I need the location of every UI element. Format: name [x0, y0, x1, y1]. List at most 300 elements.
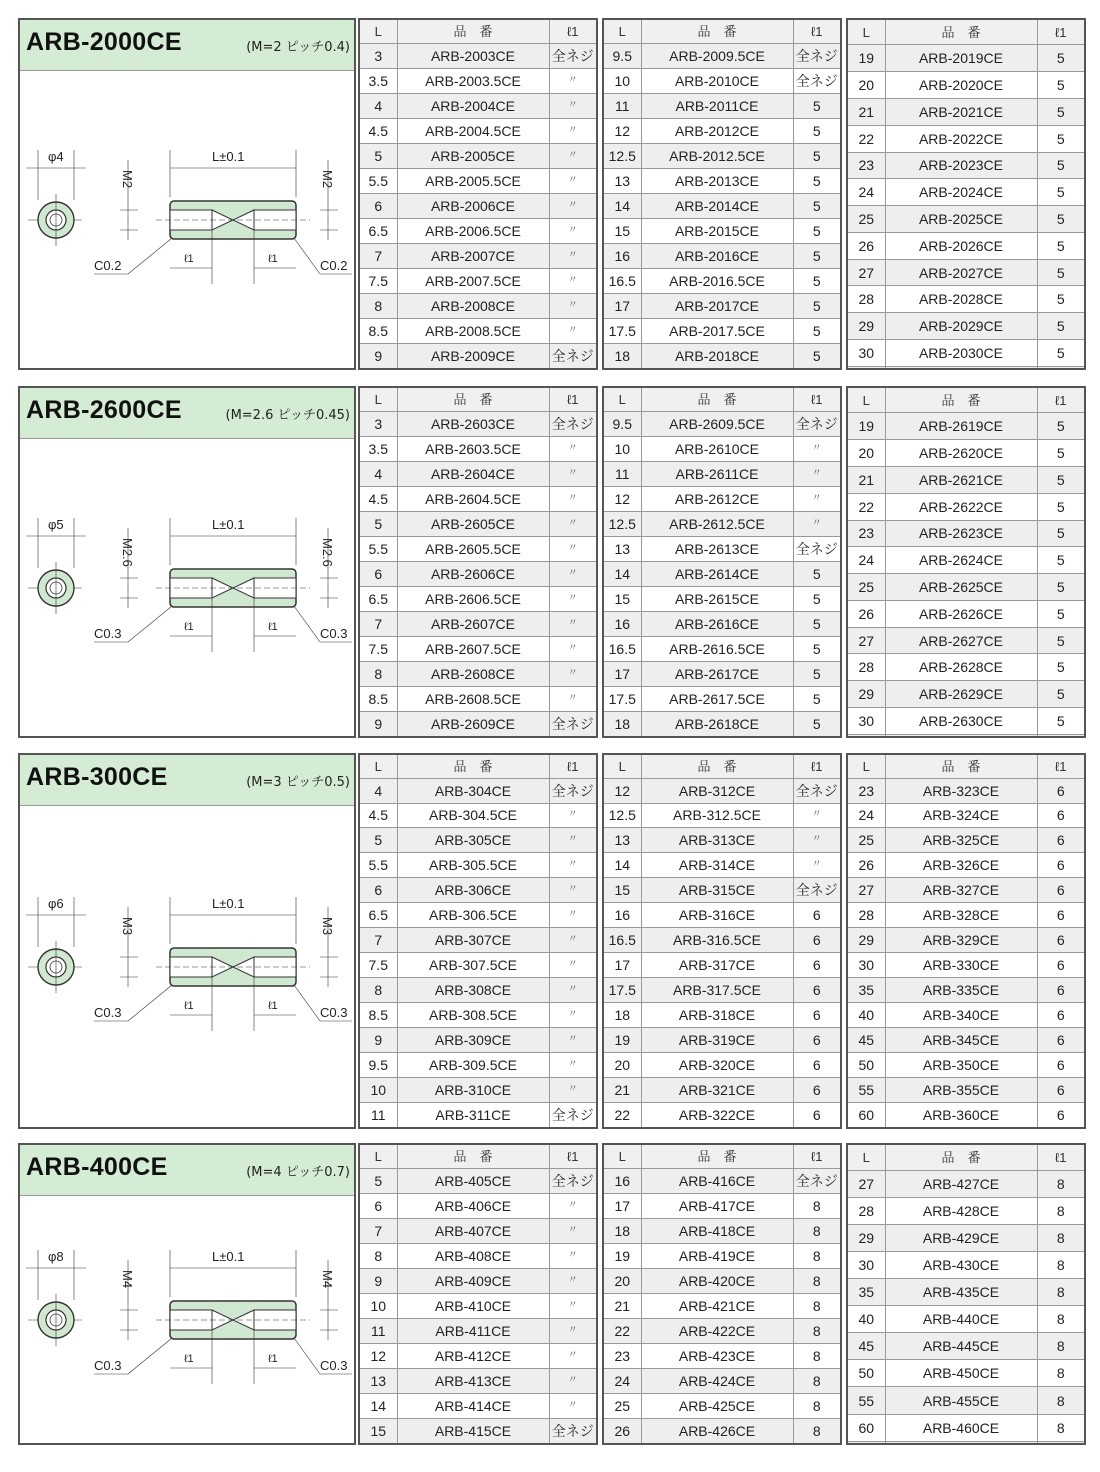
section-header-panel	[18, 18, 356, 370]
table-row	[847, 953, 1085, 978]
part-number-cell: ARB-327CE	[885, 878, 1037, 903]
table-row	[603, 43, 841, 68]
thread-length-cell: 〃	[549, 218, 597, 243]
thread-length-cell: 〃	[549, 93, 597, 118]
part-number-cell: ARB-355CE	[885, 1077, 1037, 1102]
length-cell: 45	[847, 1333, 885, 1360]
table-row	[847, 1251, 1085, 1278]
part-number-cell: ARB-304CE	[397, 778, 549, 803]
length-cell: 9.5	[359, 1052, 397, 1077]
table-row	[359, 118, 597, 143]
thread-length-cell: 8	[793, 1393, 841, 1418]
model-name: ARB-2000CE	[26, 28, 182, 56]
part-number-cell: ARB-2006.5CE	[397, 218, 549, 243]
thread-length-cell: 5	[793, 293, 841, 318]
part-number-cell: ARB-412CE	[397, 1343, 549, 1368]
part-number-cell: ARB-2605CE	[397, 511, 549, 536]
table-header-row	[603, 754, 841, 778]
length-cell: 24	[847, 803, 885, 828]
table-row	[603, 461, 841, 486]
length-cell: 35	[847, 977, 885, 1002]
table-row	[847, 72, 1085, 99]
table-row	[603, 193, 841, 218]
part-number-cell: ARB-429CE	[885, 1224, 1037, 1251]
length-cell: 26	[847, 600, 885, 627]
thread-length-cell: 6	[793, 928, 841, 953]
thread-length-cell: 8	[793, 1343, 841, 1368]
table-row	[847, 1027, 1085, 1052]
thread-length-cell: 5	[1037, 125, 1085, 152]
part-number-cell: ARB-321CE	[641, 1077, 793, 1102]
thread-length-cell: 5	[1037, 681, 1085, 708]
length-cell: 14	[603, 853, 641, 878]
part-number-cell: ARB-2005.5CE	[397, 168, 549, 193]
part-number-cell: ARB-2015CE	[641, 218, 793, 243]
length-cell: 19	[603, 1243, 641, 1268]
table-row	[603, 486, 841, 511]
thread-length-cell: 全ネジ	[793, 1168, 841, 1193]
length-cell: 13	[603, 168, 641, 193]
thread-length-cell: 8	[793, 1293, 841, 1318]
length-cell: 5	[359, 511, 397, 536]
table-row	[847, 574, 1085, 601]
length-cell: 15	[603, 878, 641, 903]
part-number-cell: ARB-2027CE	[885, 259, 1037, 286]
thread-label-left: M3	[120, 917, 135, 936]
table-row	[359, 143, 597, 168]
thread-length-cell: 5	[1037, 98, 1085, 125]
thread-length-cell: 〃	[549, 1268, 597, 1293]
table-row	[359, 1168, 597, 1193]
length-cell: 5	[359, 1168, 397, 1193]
thread-length-cell: 全ネジ	[549, 778, 597, 803]
part-number-cell: ARB-2004.5CE	[397, 118, 549, 143]
chamfer-label-right: C0.3	[320, 626, 348, 641]
length-cell: 19	[847, 413, 885, 440]
column-header-length: L	[847, 387, 885, 413]
column-header-thread: ℓ1	[793, 754, 841, 778]
part-number-cell: ARB-2004CE	[397, 93, 549, 118]
part-number-cell: ARB-2626CE	[885, 600, 1037, 627]
column-header-part-no: 品 番	[641, 1144, 793, 1168]
table-row	[847, 828, 1085, 853]
thread-length-cell: 6	[1037, 828, 1085, 853]
table-row	[603, 636, 841, 661]
part-number-cell: ARB-2008.5CE	[397, 318, 549, 343]
table-row	[847, 600, 1085, 627]
table-row	[359, 1218, 597, 1243]
length-cell: 16.5	[603, 268, 641, 293]
length-cell: 25	[847, 574, 885, 601]
section-header-panel	[18, 1143, 356, 1445]
part-number-cell: ARB-315CE	[641, 878, 793, 903]
length-cell: 25	[847, 206, 885, 233]
thread-length-cell: 〃	[549, 143, 597, 168]
thread-length-cell: 〃	[549, 193, 597, 218]
table-row	[359, 778, 597, 803]
length-cell: 8	[359, 661, 397, 686]
table-row	[359, 93, 597, 118]
length-cell: 4	[359, 778, 397, 803]
thread-length-cell: 〃	[549, 686, 597, 711]
length-cell: 12.5	[603, 143, 641, 168]
part-number-cell: ARB-2603.5CE	[397, 436, 549, 461]
length-cell: 21	[847, 98, 885, 125]
section-header-panel	[18, 753, 356, 1129]
table-row	[603, 343, 841, 369]
part-number-cell: ARB-2017.5CE	[641, 318, 793, 343]
length-cell: 13	[603, 536, 641, 561]
part-number-cell: ARB-424CE	[641, 1368, 793, 1393]
table-row	[359, 686, 597, 711]
part-number-cell: ARB-316.5CE	[641, 928, 793, 953]
part-tables	[358, 18, 1082, 370]
column-header-part-no: 品 番	[885, 387, 1037, 413]
length-cell: 9.5	[603, 411, 641, 436]
length-cell: 11	[359, 1102, 397, 1128]
part-number-cell: ARB-407CE	[397, 1218, 549, 1243]
part-number-cell	[885, 734, 1037, 737]
thread-length-cell: 〃	[549, 118, 597, 143]
length-cell: 27	[847, 259, 885, 286]
diameter-label: φ5	[48, 517, 64, 532]
length-cell: 60	[847, 1102, 885, 1128]
chamfer-label-right: C0.2	[320, 258, 348, 273]
table-row	[847, 1360, 1085, 1387]
table-row	[603, 903, 841, 928]
thread-length-cell: 6	[793, 1002, 841, 1027]
part-number-cell: ARB-2030CE	[885, 339, 1037, 366]
part-number-cell: ARB-2612.5CE	[641, 511, 793, 536]
thread-length-cell: 8	[1037, 1224, 1085, 1251]
thread-label-right: M3	[320, 917, 335, 936]
spacer-drawing	[20, 72, 354, 368]
length-cell: 17	[603, 661, 641, 686]
part-number-cell: ARB-2606CE	[397, 561, 549, 586]
length-cell	[847, 734, 885, 737]
part-tables	[358, 1143, 1082, 1445]
part-number-cell: ARB-450CE	[885, 1360, 1037, 1387]
part-number-cell: ARB-2605.5CE	[397, 536, 549, 561]
length-cell: 7	[359, 1218, 397, 1243]
table-row	[359, 803, 597, 828]
length-cell: 19	[847, 45, 885, 72]
length-cell: 30	[847, 1251, 885, 1278]
part-number-cell: ARB-322CE	[641, 1102, 793, 1128]
part-number-cell: ARB-416CE	[641, 1168, 793, 1193]
part-number-cell: ARB-306CE	[397, 878, 549, 903]
table-row	[603, 218, 841, 243]
part-number-cell: ARB-413CE	[397, 1368, 549, 1393]
length-cell: 20	[603, 1268, 641, 1293]
length-cell: 24	[847, 547, 885, 574]
part-number-cell: ARB-2620CE	[885, 440, 1037, 467]
thread-length-cell: 〃	[549, 486, 597, 511]
table-row	[359, 461, 597, 486]
thread-length-cell: 6	[1037, 977, 1085, 1002]
table-row	[359, 1102, 597, 1128]
length-cell: 15	[603, 586, 641, 611]
column-header-part-no: 品 番	[885, 1144, 1037, 1170]
part-number-cell: ARB-2625CE	[885, 574, 1037, 601]
part-number-cell: ARB-2024CE	[885, 179, 1037, 206]
table-row	[603, 411, 841, 436]
part-number-cell: ARB-317CE	[641, 953, 793, 978]
thread-length-cell: 5	[1037, 259, 1085, 286]
part-number-cell: ARB-2019CE	[885, 45, 1037, 72]
length-cell: 55	[847, 1077, 885, 1102]
table-row	[359, 343, 597, 369]
table-row	[359, 511, 597, 536]
table-row	[603, 168, 841, 193]
thread-spec: (M=3 ピッチ0.5)	[246, 775, 350, 790]
part-number-cell: ARB-2604CE	[397, 461, 549, 486]
model-title-bar	[20, 20, 354, 71]
part-number-cell: ARB-2614CE	[641, 561, 793, 586]
length-cell: 17	[603, 293, 641, 318]
length-cell: 6.5	[359, 903, 397, 928]
table-row	[359, 436, 597, 461]
table-row	[603, 878, 841, 903]
part-number-cell	[885, 366, 1037, 369]
part-number-cell: ARB-435CE	[885, 1279, 1037, 1306]
thread-length-cell: 6	[1037, 1052, 1085, 1077]
table-row	[847, 466, 1085, 493]
table-header-row	[359, 19, 597, 43]
part-number-cell: ARB-405CE	[397, 1168, 549, 1193]
thread-length-cell: 全ネジ	[549, 343, 597, 369]
table-row	[603, 436, 841, 461]
thread-length-cell: 〃	[549, 661, 597, 686]
part-tables	[358, 753, 1082, 1129]
thread-length-cell: 5	[793, 711, 841, 737]
thread-length-cell: 全ネジ	[793, 411, 841, 436]
table-row	[847, 440, 1085, 467]
part-number-cell: ARB-312CE	[641, 778, 793, 803]
l1-label-right: ℓ1	[268, 1353, 278, 1365]
thread-length-cell: 全ネジ	[793, 68, 841, 93]
thread-length-cell: 8	[793, 1243, 841, 1268]
thread-length-cell: 〃	[793, 511, 841, 536]
thread-label-left: M4	[120, 1270, 135, 1289]
thread-length-cell: 5	[793, 93, 841, 118]
thread-length-cell: 〃	[549, 1218, 597, 1243]
part-number-cell: ARB-305.5CE	[397, 853, 549, 878]
table-row	[603, 803, 841, 828]
thread-length-cell: 〃	[549, 1243, 597, 1268]
part-number-cell: ARB-309CE	[397, 1027, 549, 1052]
thread-length-cell: 8	[1037, 1306, 1085, 1333]
model-title-bar	[20, 388, 354, 439]
model-title-bar	[20, 1145, 354, 1196]
thread-length-cell: 〃	[549, 461, 597, 486]
part-number-cell	[885, 1441, 1037, 1444]
table-row	[603, 1343, 841, 1368]
thread-length-cell: 6	[1037, 1102, 1085, 1128]
length-cell: 7	[359, 611, 397, 636]
section-header-panel	[18, 386, 356, 738]
thread-length-cell: 5	[793, 318, 841, 343]
thread-length-cell	[1037, 1441, 1085, 1444]
table-row	[359, 928, 597, 953]
table-row	[603, 1318, 841, 1343]
length-cell: 22	[603, 1318, 641, 1343]
chamfer-leader-left	[128, 238, 172, 274]
thread-label-right: M2.6	[320, 538, 335, 567]
table-row	[603, 1293, 841, 1318]
length-label: L±0.1	[212, 149, 245, 164]
length-cell: 5.5	[359, 536, 397, 561]
table-row	[847, 853, 1085, 878]
table-row	[847, 928, 1085, 953]
length-cell: 24	[847, 179, 885, 206]
thread-length-cell: 5	[1037, 179, 1085, 206]
table-row	[359, 1243, 597, 1268]
thread-length-cell: 6	[1037, 803, 1085, 828]
part-number-cell: ARB-2017CE	[641, 293, 793, 318]
thread-length-cell: 5	[793, 661, 841, 686]
thread-length-cell: 全ネジ	[549, 711, 597, 737]
length-cell: 18	[603, 343, 641, 369]
part-number-cell: ARB-2005CE	[397, 143, 549, 168]
length-cell: 4.5	[359, 486, 397, 511]
part-number-cell: ARB-2606.5CE	[397, 586, 549, 611]
length-cell: 3	[359, 411, 397, 436]
part-number-cell: ARB-409CE	[397, 1268, 549, 1293]
part-number-cell: ARB-2023CE	[885, 152, 1037, 179]
length-cell: 17.5	[603, 977, 641, 1002]
part-table-1	[358, 386, 598, 738]
column-header-length: L	[359, 387, 397, 411]
part-number-cell: ARB-410CE	[397, 1293, 549, 1318]
length-cell: 5	[359, 828, 397, 853]
thread-length-cell: 5	[1037, 440, 1085, 467]
length-cell: 27	[847, 1170, 885, 1197]
length-cell	[847, 1441, 885, 1444]
length-cell: 16	[603, 243, 641, 268]
part-number-cell: ARB-317.5CE	[641, 977, 793, 1002]
thread-length-cell: 5	[1037, 654, 1085, 681]
chamfer-label-left: C0.2	[94, 258, 122, 273]
thread-length-cell: 〃	[549, 853, 597, 878]
table-row	[603, 118, 841, 143]
length-cell: 15	[603, 218, 641, 243]
part-number-cell: ARB-2612CE	[641, 486, 793, 511]
table-row	[359, 1002, 597, 1027]
table-header-row	[847, 387, 1085, 413]
part-number-cell: ARB-414CE	[397, 1393, 549, 1418]
section-arb-2000ce	[18, 18, 1082, 370]
thread-length-cell: 5	[1037, 232, 1085, 259]
column-header-thread: ℓ1	[1037, 754, 1085, 778]
table-row	[847, 977, 1085, 1002]
part-table-2	[602, 753, 842, 1129]
length-cell: 5.5	[359, 168, 397, 193]
thread-length-cell: 8	[1037, 1197, 1085, 1224]
thread-length-cell: 5	[793, 193, 841, 218]
table-row	[847, 1387, 1085, 1414]
thread-length-cell: 6	[793, 1052, 841, 1077]
table-row	[847, 707, 1085, 734]
part-number-cell: ARB-2622CE	[885, 493, 1037, 520]
thread-label-left: M2	[120, 170, 135, 189]
table-row	[359, 168, 597, 193]
thread-length-cell: 〃	[549, 511, 597, 536]
section-arb-300ce	[18, 753, 1082, 1129]
part-number-cell: ARB-2020CE	[885, 72, 1037, 99]
table-row	[847, 1052, 1085, 1077]
table-row	[359, 611, 597, 636]
part-number-cell: ARB-329CE	[885, 928, 1037, 953]
chamfer-label-left: C0.3	[94, 1358, 122, 1373]
table-row	[603, 853, 841, 878]
length-cell: 21	[603, 1293, 641, 1318]
part-number-cell: ARB-430CE	[885, 1251, 1037, 1278]
thread-length-cell: 6	[1037, 853, 1085, 878]
part-number-cell: ARB-2624CE	[885, 547, 1037, 574]
length-cell: 6.5	[359, 586, 397, 611]
spacer-diagram	[20, 72, 354, 368]
table-row	[603, 977, 841, 1002]
table-row	[359, 486, 597, 511]
part-number-cell: ARB-2007.5CE	[397, 268, 549, 293]
thread-length-cell: 5	[793, 143, 841, 168]
part-number-cell: ARB-2025CE	[885, 206, 1037, 233]
table-row	[359, 1343, 597, 1368]
thread-length-cell: 〃	[549, 243, 597, 268]
part-number-cell: ARB-312.5CE	[641, 803, 793, 828]
thread-length-cell: 5	[793, 611, 841, 636]
length-cell: 24	[603, 1368, 641, 1393]
table-row	[359, 977, 597, 1002]
thread-length-cell: 全ネジ	[549, 1168, 597, 1193]
part-number-cell: ARB-316CE	[641, 903, 793, 928]
table-row	[603, 1077, 841, 1102]
thread-length-cell: 5	[793, 561, 841, 586]
thread-length-cell: 8	[1037, 1333, 1085, 1360]
table-row	[603, 511, 841, 536]
table-header-row	[359, 754, 597, 778]
column-header-thread: ℓ1	[793, 1144, 841, 1168]
table-header-row	[603, 19, 841, 43]
table-row	[359, 1393, 597, 1418]
part-number-cell: ARB-2611CE	[641, 461, 793, 486]
thread-length-cell: 5	[1037, 466, 1085, 493]
table-row	[847, 179, 1085, 206]
table-row	[847, 259, 1085, 286]
thread-length-cell: 8	[1037, 1360, 1085, 1387]
part-number-cell: ARB-426CE	[641, 1418, 793, 1444]
table-row	[847, 125, 1085, 152]
thread-length-cell: 5	[1037, 45, 1085, 72]
thread-length-cell	[1037, 366, 1085, 369]
part-number-cell: ARB-2628CE	[885, 654, 1037, 681]
length-cell: 8	[359, 293, 397, 318]
thread-length-cell: 〃	[793, 461, 841, 486]
part-number-cell: ARB-305CE	[397, 828, 549, 853]
table-row	[359, 1368, 597, 1393]
chamfer-label-right: C0.3	[320, 1005, 348, 1020]
diameter-label: φ8	[48, 1249, 64, 1264]
spacer-drawing	[20, 807, 354, 1127]
length-cell: 6	[359, 561, 397, 586]
chamfer-leader-right	[294, 1338, 320, 1374]
part-number-cell: ARB-2630CE	[885, 707, 1037, 734]
part-number-cell: ARB-308CE	[397, 977, 549, 1002]
length-cell: 5.5	[359, 853, 397, 878]
table-row	[603, 318, 841, 343]
part-number-cell: ARB-2629CE	[885, 681, 1037, 708]
